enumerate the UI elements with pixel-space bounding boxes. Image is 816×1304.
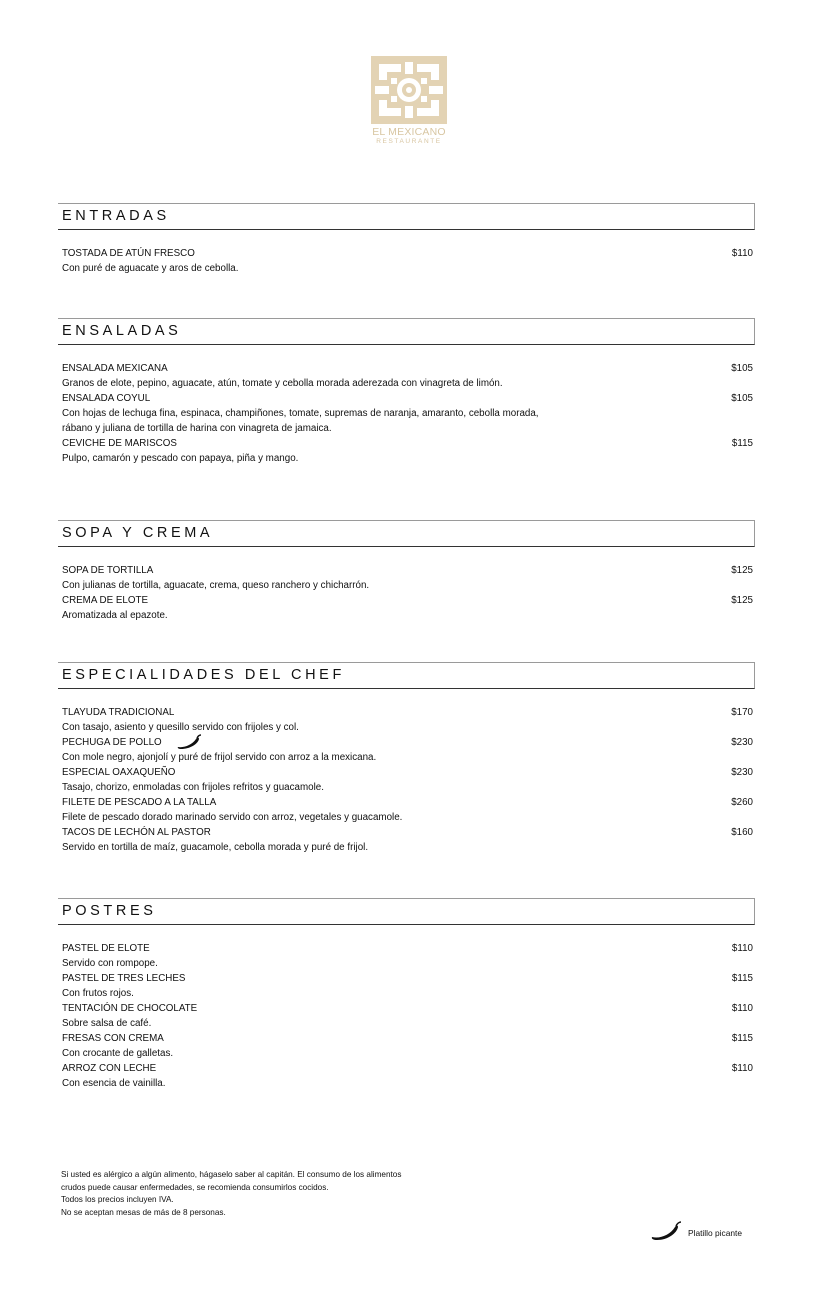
item-name: PASTEL DE TRES LECHES bbox=[62, 973, 186, 984]
footer-line: Si usted es alérgico a algún alimento, hágaselo saber al capitán. El consumo de los alimentos bbox=[61, 1170, 402, 1179]
legend-label: Platillo picante bbox=[688, 1228, 743, 1238]
chili-pepper-icon bbox=[650, 1221, 682, 1241]
section-ensaladas bbox=[58, 318, 755, 467]
footer-notes bbox=[61, 1169, 401, 1219]
item-description: Con hojas de lechuga fina, espinaca, champiñones, tomate, supremas de naranja, amaranto, cebolla morada, bbox=[62, 408, 539, 419]
item-name: FRESAS CON CREMA bbox=[62, 1033, 164, 1044]
footer-line: Todos los precios incluyen IVA. bbox=[61, 1195, 174, 1204]
menu-item bbox=[58, 972, 755, 1001]
menu-item bbox=[58, 247, 755, 276]
item-name: TENTACIÓN DE CHOCOLATE bbox=[62, 1003, 198, 1014]
item-name: CEVICHE DE MARISCOS bbox=[62, 438, 177, 449]
item-description: Servido con rompope. bbox=[62, 958, 158, 969]
item-name: PECHUGA DE POLLO bbox=[62, 737, 162, 748]
item-description: Granos de elote, pepino, aguacate, atún, tomate y cebolla morada aderezada con vinagreta de limón. bbox=[62, 378, 503, 389]
item-name: TLAYUDA TRADICIONAL bbox=[62, 707, 175, 718]
item-price: $110 bbox=[731, 1063, 753, 1074]
item-description: Servido en tortilla de maíz, guacamole, cebolla morada y puré de frijol. bbox=[62, 842, 369, 853]
item-name: FILETE DE PESCADO A LA TALLA bbox=[62, 797, 217, 808]
item-description: Con crocante de galletas. bbox=[62, 1048, 174, 1059]
item-price: $115 bbox=[731, 973, 753, 984]
menu-item bbox=[58, 392, 755, 436]
menu-item bbox=[58, 564, 755, 593]
section-title: ESPECIALIDADES DEL CHEF bbox=[62, 667, 345, 683]
item-name: PASTEL DE ELOTE bbox=[62, 943, 150, 954]
section-title: POSTRES bbox=[62, 903, 157, 919]
logo-name: EL MEXICANO bbox=[372, 126, 446, 138]
chili-pepper-icon bbox=[176, 734, 202, 750]
menu-item bbox=[58, 1062, 755, 1091]
section-header bbox=[58, 662, 755, 689]
item-description: Con tasajo, asiento y quesillo servido con frijoles y col. bbox=[62, 722, 299, 733]
menu-item bbox=[58, 437, 755, 466]
section-entradas bbox=[58, 203, 755, 277]
item-name: ENSALADA COYUL bbox=[62, 393, 151, 404]
item-price: $105 bbox=[731, 393, 753, 404]
item-price: $230 bbox=[731, 737, 753, 748]
item-description: Pulpo, camarón y pescado con papaya, piña y mango. bbox=[62, 453, 299, 464]
logo-subtitle: RESTAURANTE bbox=[376, 138, 442, 145]
item-price: $160 bbox=[731, 827, 753, 838]
menu-item bbox=[58, 1032, 755, 1061]
item-price: $115 bbox=[731, 1033, 753, 1044]
item-name: SOPA DE TORTILLA bbox=[62, 565, 154, 576]
item-price: $125 bbox=[731, 595, 753, 606]
restaurant-logo bbox=[370, 56, 448, 145]
aztec-glyph-icon bbox=[371, 56, 447, 124]
item-description: Con esencia de vainilla. bbox=[62, 1078, 166, 1089]
section-postres bbox=[58, 898, 755, 1092]
menu-item bbox=[58, 766, 755, 795]
item-name: TACOS DE LECHÓN AL PASTOR bbox=[62, 827, 211, 838]
section-sopa-y-crema bbox=[58, 520, 755, 624]
item-description: Con frutos rojos. bbox=[62, 988, 134, 999]
item-description: Filete de pescado dorado marinado servido con arroz, vegetales y guacamole. bbox=[62, 812, 403, 823]
item-name: CREMA DE ELOTE bbox=[62, 595, 149, 606]
item-price: $260 bbox=[731, 797, 753, 808]
item-description: Con puré de aguacate y aros de cebolla. bbox=[62, 263, 239, 274]
item-price: $230 bbox=[731, 767, 753, 778]
item-name: ENSALADA MEXICANA bbox=[62, 363, 168, 374]
section-header bbox=[58, 898, 755, 925]
item-price: $110 bbox=[731, 1003, 753, 1014]
item-price: $170 bbox=[731, 707, 753, 718]
menu-item bbox=[58, 736, 755, 765]
item-name: ARROZ CON LECHE bbox=[62, 1063, 157, 1074]
item-description: rábano y juliana de tortilla de harina con vinagreta de jamaica. bbox=[62, 423, 332, 434]
menu-item bbox=[58, 594, 755, 623]
section-title: ENSALADAS bbox=[62, 323, 182, 339]
section-title: ENTRADAS bbox=[62, 208, 170, 224]
item-name: ESPECIAL OAXAQUEÑO bbox=[62, 767, 176, 778]
footer-line: crudos puede causar enfermedades, se recomienda consumirlos cocidos. bbox=[61, 1182, 329, 1192]
menu-item bbox=[58, 826, 755, 855]
item-name: TOSTADA DE ATÚN FRESCO bbox=[62, 248, 195, 259]
item-price: $125 bbox=[731, 565, 753, 576]
item-description: Con julianas de tortilla, aguacate, crema, queso ranchero y chicharrón. bbox=[62, 580, 370, 591]
item-price: $110 bbox=[731, 943, 753, 954]
menu-item bbox=[58, 362, 755, 391]
item-price: $110 bbox=[731, 248, 753, 259]
item-description: Con mole negro, ajonjolí y puré de frijol servido con arroz a la mexicana. bbox=[62, 752, 377, 763]
menu-item bbox=[58, 706, 755, 735]
section-especialidades-del-chef bbox=[58, 662, 755, 856]
item-price: $115 bbox=[731, 438, 753, 449]
item-price: $105 bbox=[731, 363, 753, 374]
section-header bbox=[58, 520, 755, 547]
item-description: Sobre salsa de café. bbox=[62, 1018, 152, 1029]
section-title: SOPA Y CREMA bbox=[62, 525, 214, 541]
item-description: Tasajo, chorizo, enmoladas con frijoles refritos y guacamole. bbox=[62, 782, 324, 793]
item-description: Aromatizada al epazote. bbox=[62, 610, 168, 621]
footer-line: No se aceptan mesas de más de 8 personas. bbox=[61, 1207, 226, 1217]
menu-item bbox=[58, 796, 755, 825]
section-header bbox=[58, 203, 755, 230]
section-header bbox=[58, 318, 755, 345]
menu-item bbox=[58, 1002, 755, 1031]
menu-item bbox=[58, 942, 755, 971]
